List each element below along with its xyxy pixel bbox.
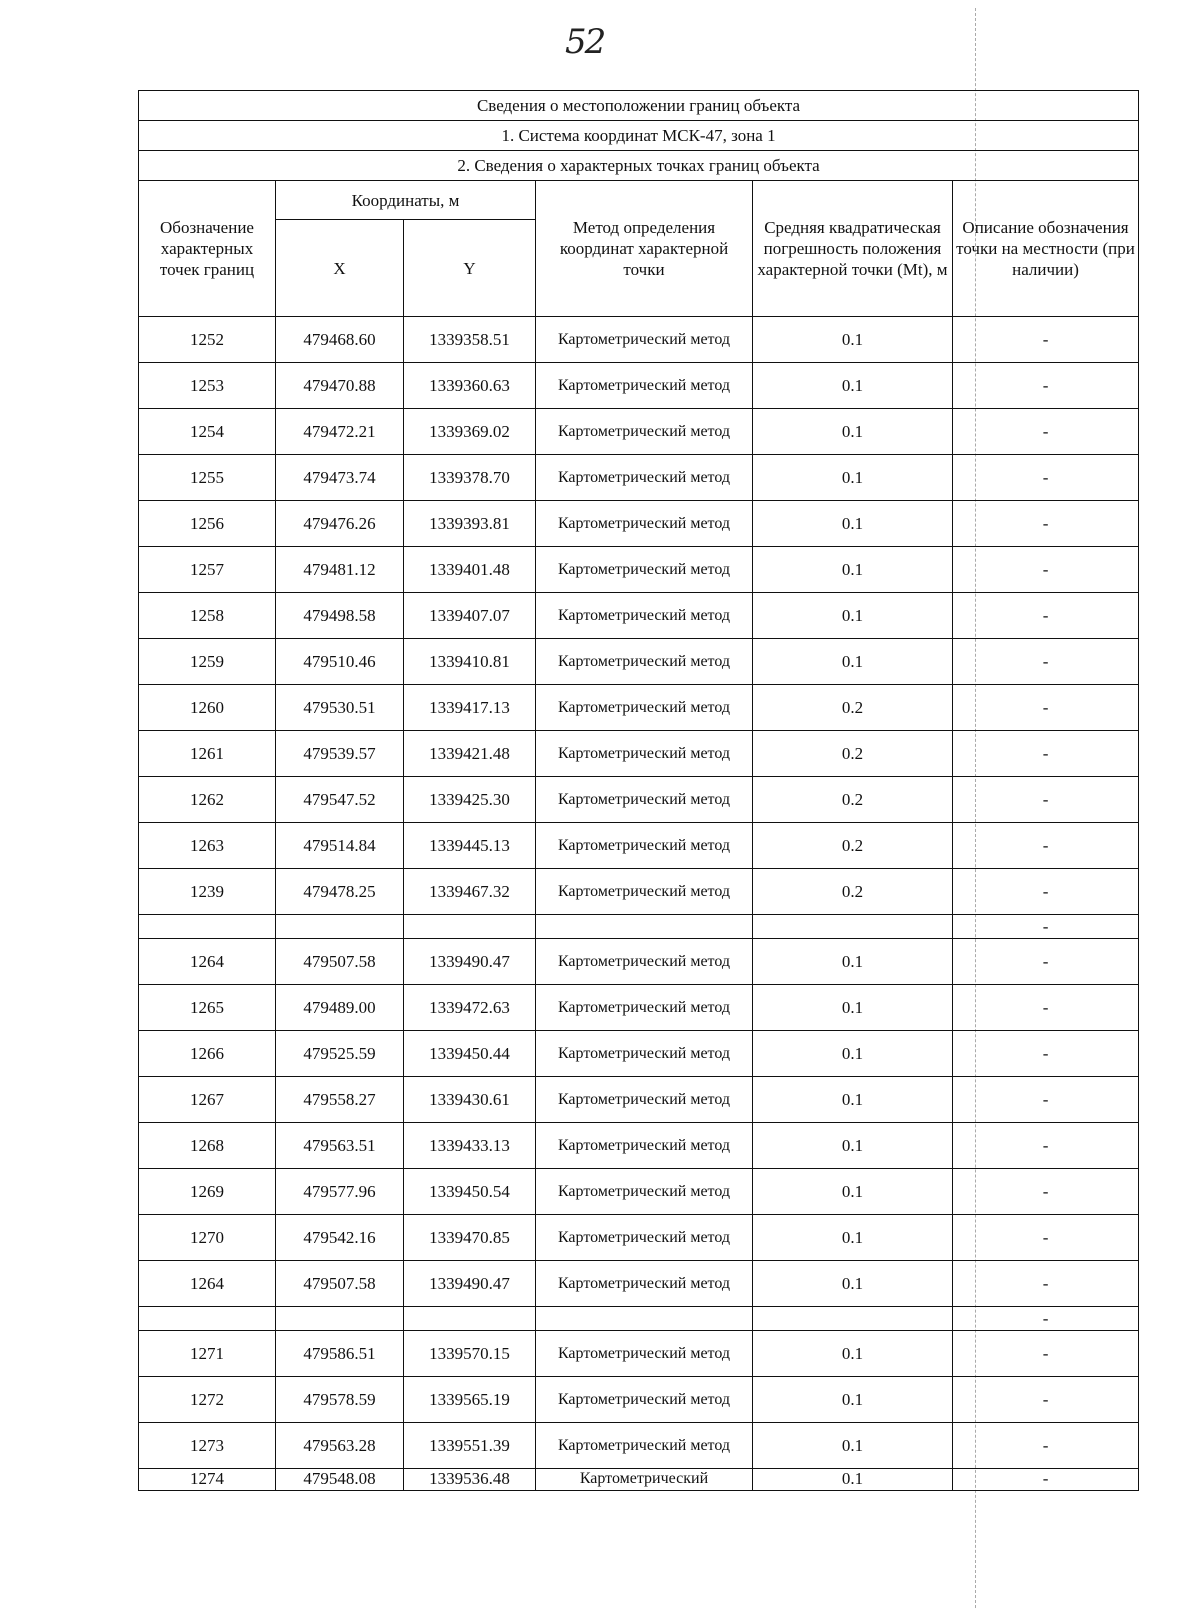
cell-x: 479525.59 (276, 1031, 404, 1077)
table-body (139, 317, 1139, 1491)
cell-mt: 0.1 (753, 1215, 953, 1261)
cell-mt: 0.1 (753, 1261, 953, 1307)
cell-mt: 0.2 (753, 823, 953, 869)
cell-x: 479473.74 (276, 455, 404, 501)
table-row (139, 409, 1139, 455)
coord-system-title: 1. Система координат МСК-47, зона 1 (139, 121, 1139, 151)
cell-method: Картометрический метод (536, 501, 753, 547)
cell-x: 479563.51 (276, 1123, 404, 1169)
cell-description: - (953, 1331, 1139, 1377)
cell-description: - (953, 777, 1139, 823)
cell-y: 1339358.51 (404, 317, 536, 363)
cell-x: 479586.51 (276, 1331, 404, 1377)
table-row (139, 1377, 1139, 1423)
table-row-separator (139, 915, 1139, 939)
cell-point-id: 1256 (139, 501, 276, 547)
cell-mt: 0.1 (753, 363, 953, 409)
cell-description: - (953, 1123, 1139, 1169)
table-title: Сведения о местоположении границ объекта (139, 91, 1139, 121)
table-row (139, 939, 1139, 985)
cell-method: Картометрический метод (536, 869, 753, 915)
cell-y: 1339450.54 (404, 1169, 536, 1215)
cell-description: - (953, 639, 1139, 685)
cell-mt: 0.1 (753, 1423, 953, 1469)
col-header-coords: Координаты, м (276, 181, 536, 220)
cell-mt: 0.1 (753, 1123, 953, 1169)
cell-y: 1339369.02 (404, 409, 536, 455)
cell-description: - (953, 823, 1139, 869)
cell-x: 479530.51 (276, 685, 404, 731)
cell-description: - (953, 1469, 1139, 1491)
cell-point-id: 1258 (139, 593, 276, 639)
cell-x: 479476.26 (276, 501, 404, 547)
cell-method (536, 1307, 753, 1331)
table-row (139, 1331, 1139, 1377)
table-row (139, 1031, 1139, 1077)
cell-y: 1339401.48 (404, 547, 536, 593)
cell-mt: 0.1 (753, 1077, 953, 1123)
cell-point-id: 1269 (139, 1169, 276, 1215)
cell-mt: 0.1 (753, 593, 953, 639)
cell-y: 1339490.47 (404, 1261, 536, 1307)
cell-y: 1339536.48 (404, 1469, 536, 1491)
cell-point-id: 1268 (139, 1123, 276, 1169)
cell-x: 479510.46 (276, 639, 404, 685)
table-row (139, 501, 1139, 547)
cell-point-id: 1261 (139, 731, 276, 777)
table-row (139, 1261, 1139, 1307)
cell-y: 1339445.13 (404, 823, 536, 869)
cell-point-id: 1273 (139, 1423, 276, 1469)
table-row (139, 547, 1139, 593)
col-header-method: Метод определения координат характерной точки (536, 181, 753, 317)
cell-mt: 0.1 (753, 1031, 953, 1077)
cell-y: 1339417.13 (404, 685, 536, 731)
cell-y: 1339450.44 (404, 1031, 536, 1077)
cell-x: 479577.96 (276, 1169, 404, 1215)
cell-point-id: 1262 (139, 777, 276, 823)
table-row (139, 731, 1139, 777)
cell-y: 1339570.15 (404, 1331, 536, 1377)
table-row (139, 363, 1139, 409)
cell-method: Картометрический метод (536, 1077, 753, 1123)
cell-point-id: 1254 (139, 409, 276, 455)
cell-description: - (953, 685, 1139, 731)
table-row (139, 685, 1139, 731)
cell-method: Картометрический метод (536, 1031, 753, 1077)
cell-y: 1339425.30 (404, 777, 536, 823)
col-header-point: Обозначение характерных точек границ (139, 181, 276, 317)
cell-method: Картометрический метод (536, 985, 753, 1031)
table-row-separator (139, 1307, 1139, 1331)
col-header-description: Описание обозначения точки на местности (при наличии) (953, 181, 1139, 317)
col-header-error: Средняя квадратическая погрешность положения характерной точки (Mt), м (753, 181, 953, 317)
cell-point-id (139, 915, 276, 939)
cell-x: 479563.28 (276, 1423, 404, 1469)
cell-x: 479498.58 (276, 593, 404, 639)
cell-description: - (953, 501, 1139, 547)
cell-mt: 0.1 (753, 939, 953, 985)
cell-method: Картометрический метод (536, 1423, 753, 1469)
cell-y: 1339565.19 (404, 1377, 536, 1423)
cell-mt: 0.2 (753, 731, 953, 777)
cell-point-id (139, 1307, 276, 1331)
cell-method: Картометрический метод (536, 1169, 753, 1215)
table-row (139, 455, 1139, 501)
cell-y: 1339378.70 (404, 455, 536, 501)
cell-x: 479470.88 (276, 363, 404, 409)
cell-description: - (953, 1307, 1139, 1331)
cell-method: Картометрический метод (536, 939, 753, 985)
cell-point-id: 1267 (139, 1077, 276, 1123)
cell-mt: 0.2 (753, 869, 953, 915)
boundary-points-table (138, 90, 1139, 1491)
cell-mt: 0.2 (753, 685, 953, 731)
cell-mt (753, 1307, 953, 1331)
cell-method (536, 915, 753, 939)
cell-y: 1339470.85 (404, 1215, 536, 1261)
cell-y: 1339467.32 (404, 869, 536, 915)
table-row (139, 1169, 1139, 1215)
cell-point-id: 1264 (139, 1261, 276, 1307)
cell-description: - (953, 547, 1139, 593)
cell-mt: 0.1 (753, 1377, 953, 1423)
cell-method: Картометрический метод (536, 639, 753, 685)
table-row (139, 1423, 1139, 1469)
cell-y: 1339490.47 (404, 939, 536, 985)
cell-point-id: 1252 (139, 317, 276, 363)
table-row (139, 777, 1139, 823)
cell-method: Картометрический метод (536, 1331, 753, 1377)
table-row (139, 823, 1139, 869)
cell-y: 1339551.39 (404, 1423, 536, 1469)
cell-point-id: 1265 (139, 985, 276, 1031)
cell-method: Картометрический (536, 1469, 753, 1491)
cell-mt: 0.1 (753, 1469, 953, 1491)
cell-method: Картометрический метод (536, 547, 753, 593)
table-row (139, 985, 1139, 1031)
cell-method: Картометрический метод (536, 1377, 753, 1423)
cell-description: - (953, 317, 1139, 363)
cell-x: 479468.60 (276, 317, 404, 363)
cell-x: 479472.21 (276, 409, 404, 455)
page-number: 52 (565, 22, 605, 62)
cell-point-id: 1263 (139, 823, 276, 869)
cell-mt: 0.2 (753, 777, 953, 823)
cell-mt: 0.1 (753, 639, 953, 685)
cell-method: Картометрический метод (536, 731, 753, 777)
cell-method: Картометрический метод (536, 685, 753, 731)
cell-x: 479542.16 (276, 1215, 404, 1261)
cell-mt: 0.1 (753, 317, 953, 363)
cell-description: - (953, 985, 1139, 1031)
cell-method: Картометрический метод (536, 455, 753, 501)
cell-point-id: 1257 (139, 547, 276, 593)
cell-description: - (953, 915, 1139, 939)
cell-x: 479481.12 (276, 547, 404, 593)
cell-description: - (953, 1377, 1139, 1423)
table-row (139, 1469, 1139, 1491)
cell-description: - (953, 1261, 1139, 1307)
cell-mt: 0.1 (753, 409, 953, 455)
cell-x (276, 1307, 404, 1331)
table-row (139, 1215, 1139, 1261)
cell-description: - (953, 869, 1139, 915)
cell-point-id: 1270 (139, 1215, 276, 1261)
table-row (139, 593, 1139, 639)
cell-point-id: 1264 (139, 939, 276, 985)
cell-y: 1339430.61 (404, 1077, 536, 1123)
cell-mt (753, 915, 953, 939)
cell-description: - (953, 455, 1139, 501)
col-header-x: X (276, 220, 404, 317)
cell-description: - (953, 409, 1139, 455)
table-row (139, 317, 1139, 363)
cell-x: 479548.08 (276, 1469, 404, 1491)
cell-point-id: 1239 (139, 869, 276, 915)
cell-method: Картометрический метод (536, 1261, 753, 1307)
cell-x: 479558.27 (276, 1077, 404, 1123)
cell-x: 479478.25 (276, 869, 404, 915)
cell-method: Картометрический метод (536, 1215, 753, 1261)
cell-mt: 0.1 (753, 455, 953, 501)
cell-point-id: 1271 (139, 1331, 276, 1377)
cell-description: - (953, 1423, 1139, 1469)
section-title: 2. Сведения о характерных точках границ объекта (139, 151, 1139, 181)
table-row (139, 639, 1139, 685)
table-row (139, 869, 1139, 915)
cell-description: - (953, 1077, 1139, 1123)
cell-x: 479547.52 (276, 777, 404, 823)
cell-x: 479514.84 (276, 823, 404, 869)
cell-y: 1339421.48 (404, 731, 536, 777)
cell-method: Картометрический метод (536, 593, 753, 639)
table-row (139, 1077, 1139, 1123)
cell-point-id: 1253 (139, 363, 276, 409)
cell-method: Картометрический метод (536, 777, 753, 823)
cell-method: Картометрический метод (536, 823, 753, 869)
cell-x: 479539.57 (276, 731, 404, 777)
cell-y (404, 1307, 536, 1331)
cell-x: 479507.58 (276, 939, 404, 985)
table-row (139, 1123, 1139, 1169)
cell-mt: 0.1 (753, 501, 953, 547)
cell-point-id: 1274 (139, 1469, 276, 1491)
cell-y: 1339393.81 (404, 501, 536, 547)
cell-y: 1339410.81 (404, 639, 536, 685)
cell-point-id: 1266 (139, 1031, 276, 1077)
cell-x: 479578.59 (276, 1377, 404, 1423)
cell-description: - (953, 1031, 1139, 1077)
cell-mt: 0.1 (753, 547, 953, 593)
cell-description: - (953, 363, 1139, 409)
cell-y: 1339433.13 (404, 1123, 536, 1169)
cell-x (276, 915, 404, 939)
cell-y: 1339472.63 (404, 985, 536, 1031)
cell-y: 1339360.63 (404, 363, 536, 409)
col-header-y: Y (404, 220, 536, 317)
cell-x: 479507.58 (276, 1261, 404, 1307)
cell-description: - (953, 1169, 1139, 1215)
cell-point-id: 1272 (139, 1377, 276, 1423)
cell-description: - (953, 593, 1139, 639)
cell-point-id: 1260 (139, 685, 276, 731)
cell-description: - (953, 939, 1139, 985)
cell-mt: 0.1 (753, 985, 953, 1031)
cell-mt: 0.1 (753, 1169, 953, 1215)
cell-method: Картометрический метод (536, 1123, 753, 1169)
cell-description: - (953, 731, 1139, 777)
cell-y: 1339407.07 (404, 593, 536, 639)
cell-description: - (953, 1215, 1139, 1261)
cell-point-id: 1259 (139, 639, 276, 685)
cell-x: 479489.00 (276, 985, 404, 1031)
cell-method: Картометрический метод (536, 363, 753, 409)
cell-point-id: 1255 (139, 455, 276, 501)
cell-method: Картометрический метод (536, 317, 753, 363)
cell-mt: 0.1 (753, 1331, 953, 1377)
cell-y (404, 915, 536, 939)
cell-method: Картометрический метод (536, 409, 753, 455)
